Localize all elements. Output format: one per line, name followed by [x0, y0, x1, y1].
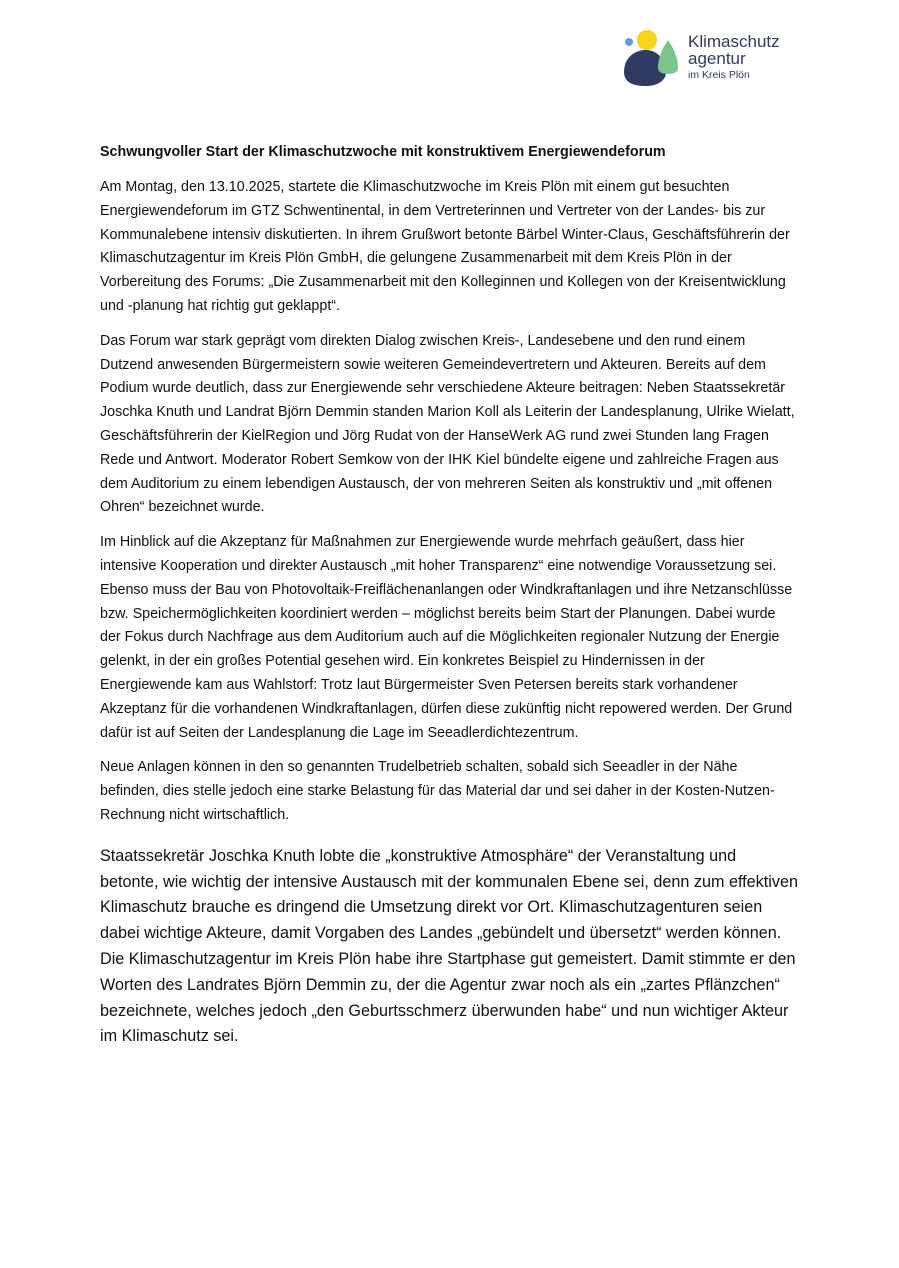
article-paragraph-1: Am Montag, den 13.10.2025, startete die Klimaschutzwoche im Kreis Plön mit einem gut besuchten Energiewendeforum im GTZ Schwentinental, in dem Vertreterinnen und Vertreter von der Landes- bis zur Kommunalebene intensiv diskutierten. In ihrem Grußwort betonte Bärbel Winter-Claus, Geschäftsführerin der Klimaschutzagentur im Kreis Plön GmbH, die gelungene Zusammenarbeit mit dem Kreis Plön in der Vorbereitung des Forums: „Die Zusammenarbeit mit den Kolleginnen und Kollegen von der Kreisentwicklung und -planung hat richtig gut geklappt“.	[100, 179, 790, 314]
logo-wordmark	[688, 33, 780, 81]
article-paragraph-5: Staatssekretär Joschka Knuth lobte die „konstruktive Atmosphäre“ der Veranstaltung und betonte, wie wichtig der intensive Austausch mit der kommunalen Ebene sei, denn zum effektiven Klimaschutz brauche es dringend die Umsetzung direkt vor Ort. Klimaschutzagenturen seien dabei wichtige Akteure, damit Vorgaben des Landes „gebündelt und übersetzt“ werden können. Die Klimaschutzagentur im Kreis Plön habe ihre Startphase gut gemeistert. Damit stimmte er den Worten des Landrates Björn Demmin zu, der die Agentur zwar noch als ein „zartes Pflänzchen“ bezeichnete, welches jedoch „den Geburtsschmerz überwunden habe“ und nun wichtiger Akteur im Klimaschutz sei.	[100, 846, 798, 1046]
article-paragraph-4: Neue Anlagen können in den so genannten Trudelbetrieb schalten, sobald sich Seeadler in der Nähe befinden, dies stelle jedoch eine starke Belastung für das Material dar und sei daher in der Kosten-Nutzen-Rechnung nicht wirtschaftlich.	[100, 759, 775, 823]
article-paragraph-2: Das Forum war stark geprägt vom direkten Dialog zwischen Kreis-, Landesebene und den rund einem Dutzend anwesenden Bürgermeistern sowie weiteren Gemeindevertretern und Akteuren. Bereits auf dem Podium wurde deutlich, dass zur Energiewende sehr verschiedene Akteure beitragen: Neben Staatssekretär Joschka Knuth und Landrat Björn Demmin standen Marion Koll als Leiterin der Landesplanung, Ulrike Wielatt, Geschäftsführerin der KielRegion und Jörg Rudat von der HanseWerk AG rund zwei Stunden lang Fragen Rede und Antwort. Moderator Robert Semkow von der IHK Kiel bündelte eigene und zahlreiche Fragen aus dem Auditorium zu einem lebendigen Austausch, der von mehreren Seiten als konstruktiv und „mit offenen Ohren“ bezeichnet wurde.	[100, 332, 795, 516]
logo-line-agentur: agentur	[688, 49, 746, 68]
logo-green-leaf	[658, 40, 678, 74]
logo-blue-dot	[625, 38, 633, 46]
article-headline: Schwungvoller Start der Klimaschutzwoche mit konstruktivem Energiewendeforum	[100, 144, 666, 160]
logo-line-klimaschutz: Klimaschutz	[688, 32, 780, 51]
klimaschutzagentur-logo	[620, 28, 800, 90]
article-paragraph-3: Im Hinblick auf die Akzeptanz für Maßnahmen zur Energiewende wurde mehrfach geäußert, dass hier intensive Kooperation und direkter Austausch „mit hoher Transparenz“ eine notwendige Voraussetzung sei. Ebenso muss der Bau von Photovoltaik-Freiflächenanlangen oder Windkraftanlagen und ihre Netzanschlüsse bzw. Speichermöglichkeiten koordiniert werden – möglichst bereits beim Start der Planungen. Dabei wurde der Fokus durch Nachfrage aus dem Auditorium auch auf die Möglichkeiten regionaler Nutzung der Energie gelenkt, in der ein großes Potential gesehen wird. Ein konkretes Beispiel zu Hindernissen in der Energiewende kam aus Wahlstorf: Trotz laut Bürgermeister Sven Petersen bereits stark vorhandener Akzeptanz für die vorhandenen Windkraftanlagen, dürfen diese zukünftig nicht repowered werden. Der Grund dafür ist auf Seiten der Landesplanung die Lage im Seeadlerdichtezentrum.	[100, 534, 793, 741]
logo-mark-icon	[620, 28, 684, 90]
logo-yellow-sun	[637, 30, 657, 50]
logo-line-kreis: im Kreis Plön	[688, 69, 750, 81]
article-body	[100, 142, 798, 1061]
